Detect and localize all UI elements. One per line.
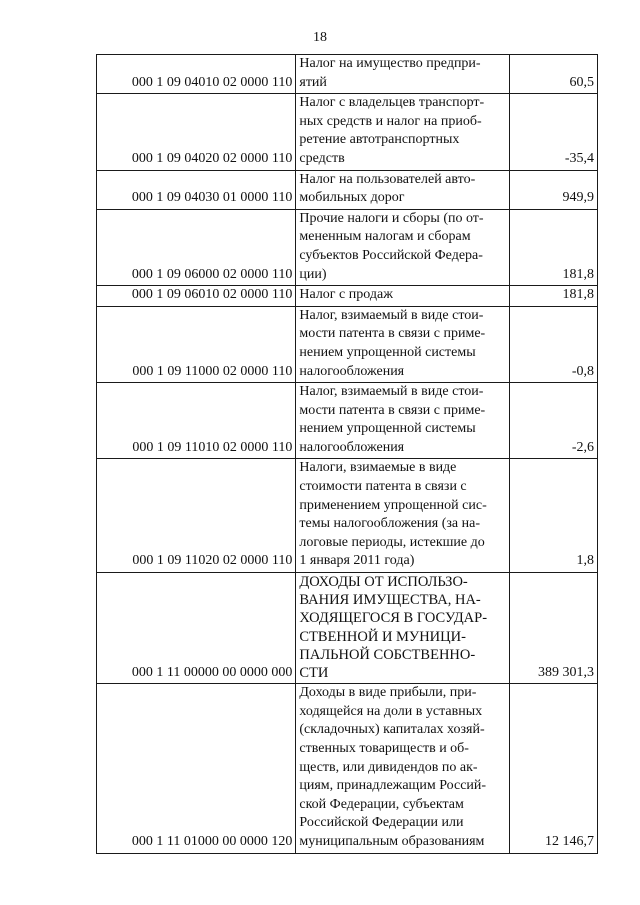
page-number: 18 <box>313 30 327 45</box>
revenue-item-name-line: ществ, или дивидендов по ак- <box>299 759 478 775</box>
revenue-item-name-line: применением упрощенной сис- <box>299 497 487 513</box>
revenue-item-name-line: мости патента в связи с приме- <box>299 326 486 342</box>
table-row <box>97 55 598 94</box>
revenue-item-name-line: ВАНИЯ ИМУЩЕСТВА, НА- <box>299 592 481 609</box>
budget-classification-code: 000 1 09 06010 02 0000 110 <box>97 286 296 307</box>
budget-revenue-table <box>96 54 598 854</box>
table-row <box>97 684 598 853</box>
revenue-item-name-line: Налог с продаж <box>299 287 393 303</box>
revenue-item-name-line: Российской Федерации или <box>299 815 464 831</box>
revenue-item-name-line: ДОХОДЫ ОТ ИСПОЛЬЗО- <box>299 574 468 591</box>
revenue-item-name-line: Налог на пользователей авто- <box>299 171 476 187</box>
budget-classification-code: 000 1 09 04030 01 0000 110 <box>97 170 296 209</box>
revenue-item-name-line: ретение автотранспортных <box>299 132 460 148</box>
revenue-item-name <box>296 306 510 382</box>
budget-classification-code: 000 1 11 00000 00 0000 000 <box>97 573 296 684</box>
revenue-amount: 181,8 <box>509 209 597 285</box>
revenue-item-name-line: нением упрощенной системы <box>299 421 476 437</box>
budget-classification-code: 000 1 09 11000 02 0000 110 <box>97 306 296 382</box>
revenue-amount: 1,8 <box>509 459 597 573</box>
table-row <box>97 94 598 170</box>
revenue-amount: -2,6 <box>509 383 597 459</box>
revenue-item-name <box>296 209 510 285</box>
revenue-item-name-line: нением упрощенной системы <box>299 344 476 360</box>
revenue-item-name-line: ятий <box>299 74 327 90</box>
revenue-item-name <box>296 459 510 573</box>
revenue-item-name-line: Доходы в виде прибыли, при- <box>299 685 477 701</box>
revenue-item-name-line: ходящейся на доли в уставных <box>299 703 483 719</box>
revenue-item-name-line: ской Федерации, субъектам <box>299 796 464 812</box>
revenue-item-name-line: Прочие налоги и сборы (по от- <box>299 210 484 226</box>
table-row <box>97 383 598 459</box>
table-row <box>97 286 598 307</box>
revenue-amount: 12 146,7 <box>509 684 597 853</box>
revenue-item-name-line: мененным налогам и сборам <box>299 229 471 245</box>
revenue-item-name-line: ХОДЯЩЕГОСЯ В ГОСУДАР- <box>299 610 488 627</box>
revenue-item-name-line: мобильных дорог <box>299 190 405 206</box>
revenue-amount: 389 301,3 <box>509 573 597 684</box>
revenue-item-name-line: (складочных) капиталах хозяй- <box>299 722 485 738</box>
revenue-item-name <box>296 55 510 94</box>
revenue-item-name-line: Налог, взимаемый в виде стои- <box>299 384 484 400</box>
revenue-item-name-line: муниципальным образованиям <box>299 834 485 849</box>
revenue-item-name-line: средств <box>299 150 345 166</box>
revenue-item-name-line: Налог на имущество предпри- <box>299 56 481 71</box>
revenue-amount: 949,9 <box>509 170 597 209</box>
revenue-item-name <box>296 383 510 459</box>
table-row <box>97 306 598 382</box>
budget-classification-code: 000 1 09 04010 02 0000 110 <box>97 55 296 94</box>
revenue-item-name <box>296 684 510 853</box>
table-body <box>97 55 598 854</box>
table-row <box>97 459 598 573</box>
table-row <box>97 573 598 684</box>
table-row <box>97 209 598 285</box>
revenue-item-name-line: налогообложения <box>299 363 405 379</box>
revenue-item-name-line: Налоги, взимаемые в виде <box>299 460 457 476</box>
revenue-item-name <box>296 94 510 170</box>
revenue-amount: 60,5 <box>509 55 597 94</box>
revenue-item-name-line: ных средств и налог на приоб- <box>299 113 482 129</box>
revenue-item-name-line: Налог с владельцев транспорт- <box>299 95 485 111</box>
budget-classification-code: 000 1 09 11020 02 0000 110 <box>97 459 296 573</box>
revenue-item-name-line: мости патента в связи с приме- <box>299 402 486 418</box>
budget-classification-code: 000 1 11 01000 00 0000 120 <box>97 684 296 853</box>
revenue-amount: -35,4 <box>509 94 597 170</box>
revenue-item-name-line: логовые периоды, истекшие до <box>299 534 485 550</box>
revenue-item-name <box>296 573 510 684</box>
revenue-item-name-line: Налог, взимаемый в виде стои- <box>299 307 484 323</box>
revenue-item-name-line: СТИ <box>299 665 329 682</box>
revenue-item-name-line: ции) <box>299 266 327 282</box>
revenue-item-name-line: СТВЕННОЙ И МУНИЦИ- <box>299 628 466 645</box>
revenue-item-name-line: циям, принадлежащим Россий- <box>299 778 487 794</box>
revenue-item-name-line: темы налогообложения (за на- <box>299 516 480 532</box>
budget-classification-code: 000 1 09 06000 02 0000 110 <box>97 209 296 285</box>
revenue-item-name-line: стоимости патента в связи с <box>299 479 467 495</box>
revenue-amount: 181,8 <box>509 286 597 307</box>
revenue-item-name <box>296 286 510 307</box>
revenue-item-name-line: налогообложения <box>299 439 405 455</box>
revenue-item-name <box>296 170 510 209</box>
budget-classification-code: 000 1 09 04020 02 0000 110 <box>97 94 296 170</box>
revenue-amount: -0,8 <box>509 306 597 382</box>
budget-classification-code: 000 1 09 11010 02 0000 110 <box>97 383 296 459</box>
revenue-item-name-line: субъектов Российской Федера- <box>299 247 483 263</box>
revenue-item-name-line: ственных товариществ и об- <box>299 741 469 757</box>
table-row <box>97 170 598 209</box>
revenue-item-name-line: ПАЛЬНОЙ СОБСТВЕННО- <box>299 646 476 663</box>
revenue-item-name-line: 1 января 2011 года) <box>299 553 415 569</box>
